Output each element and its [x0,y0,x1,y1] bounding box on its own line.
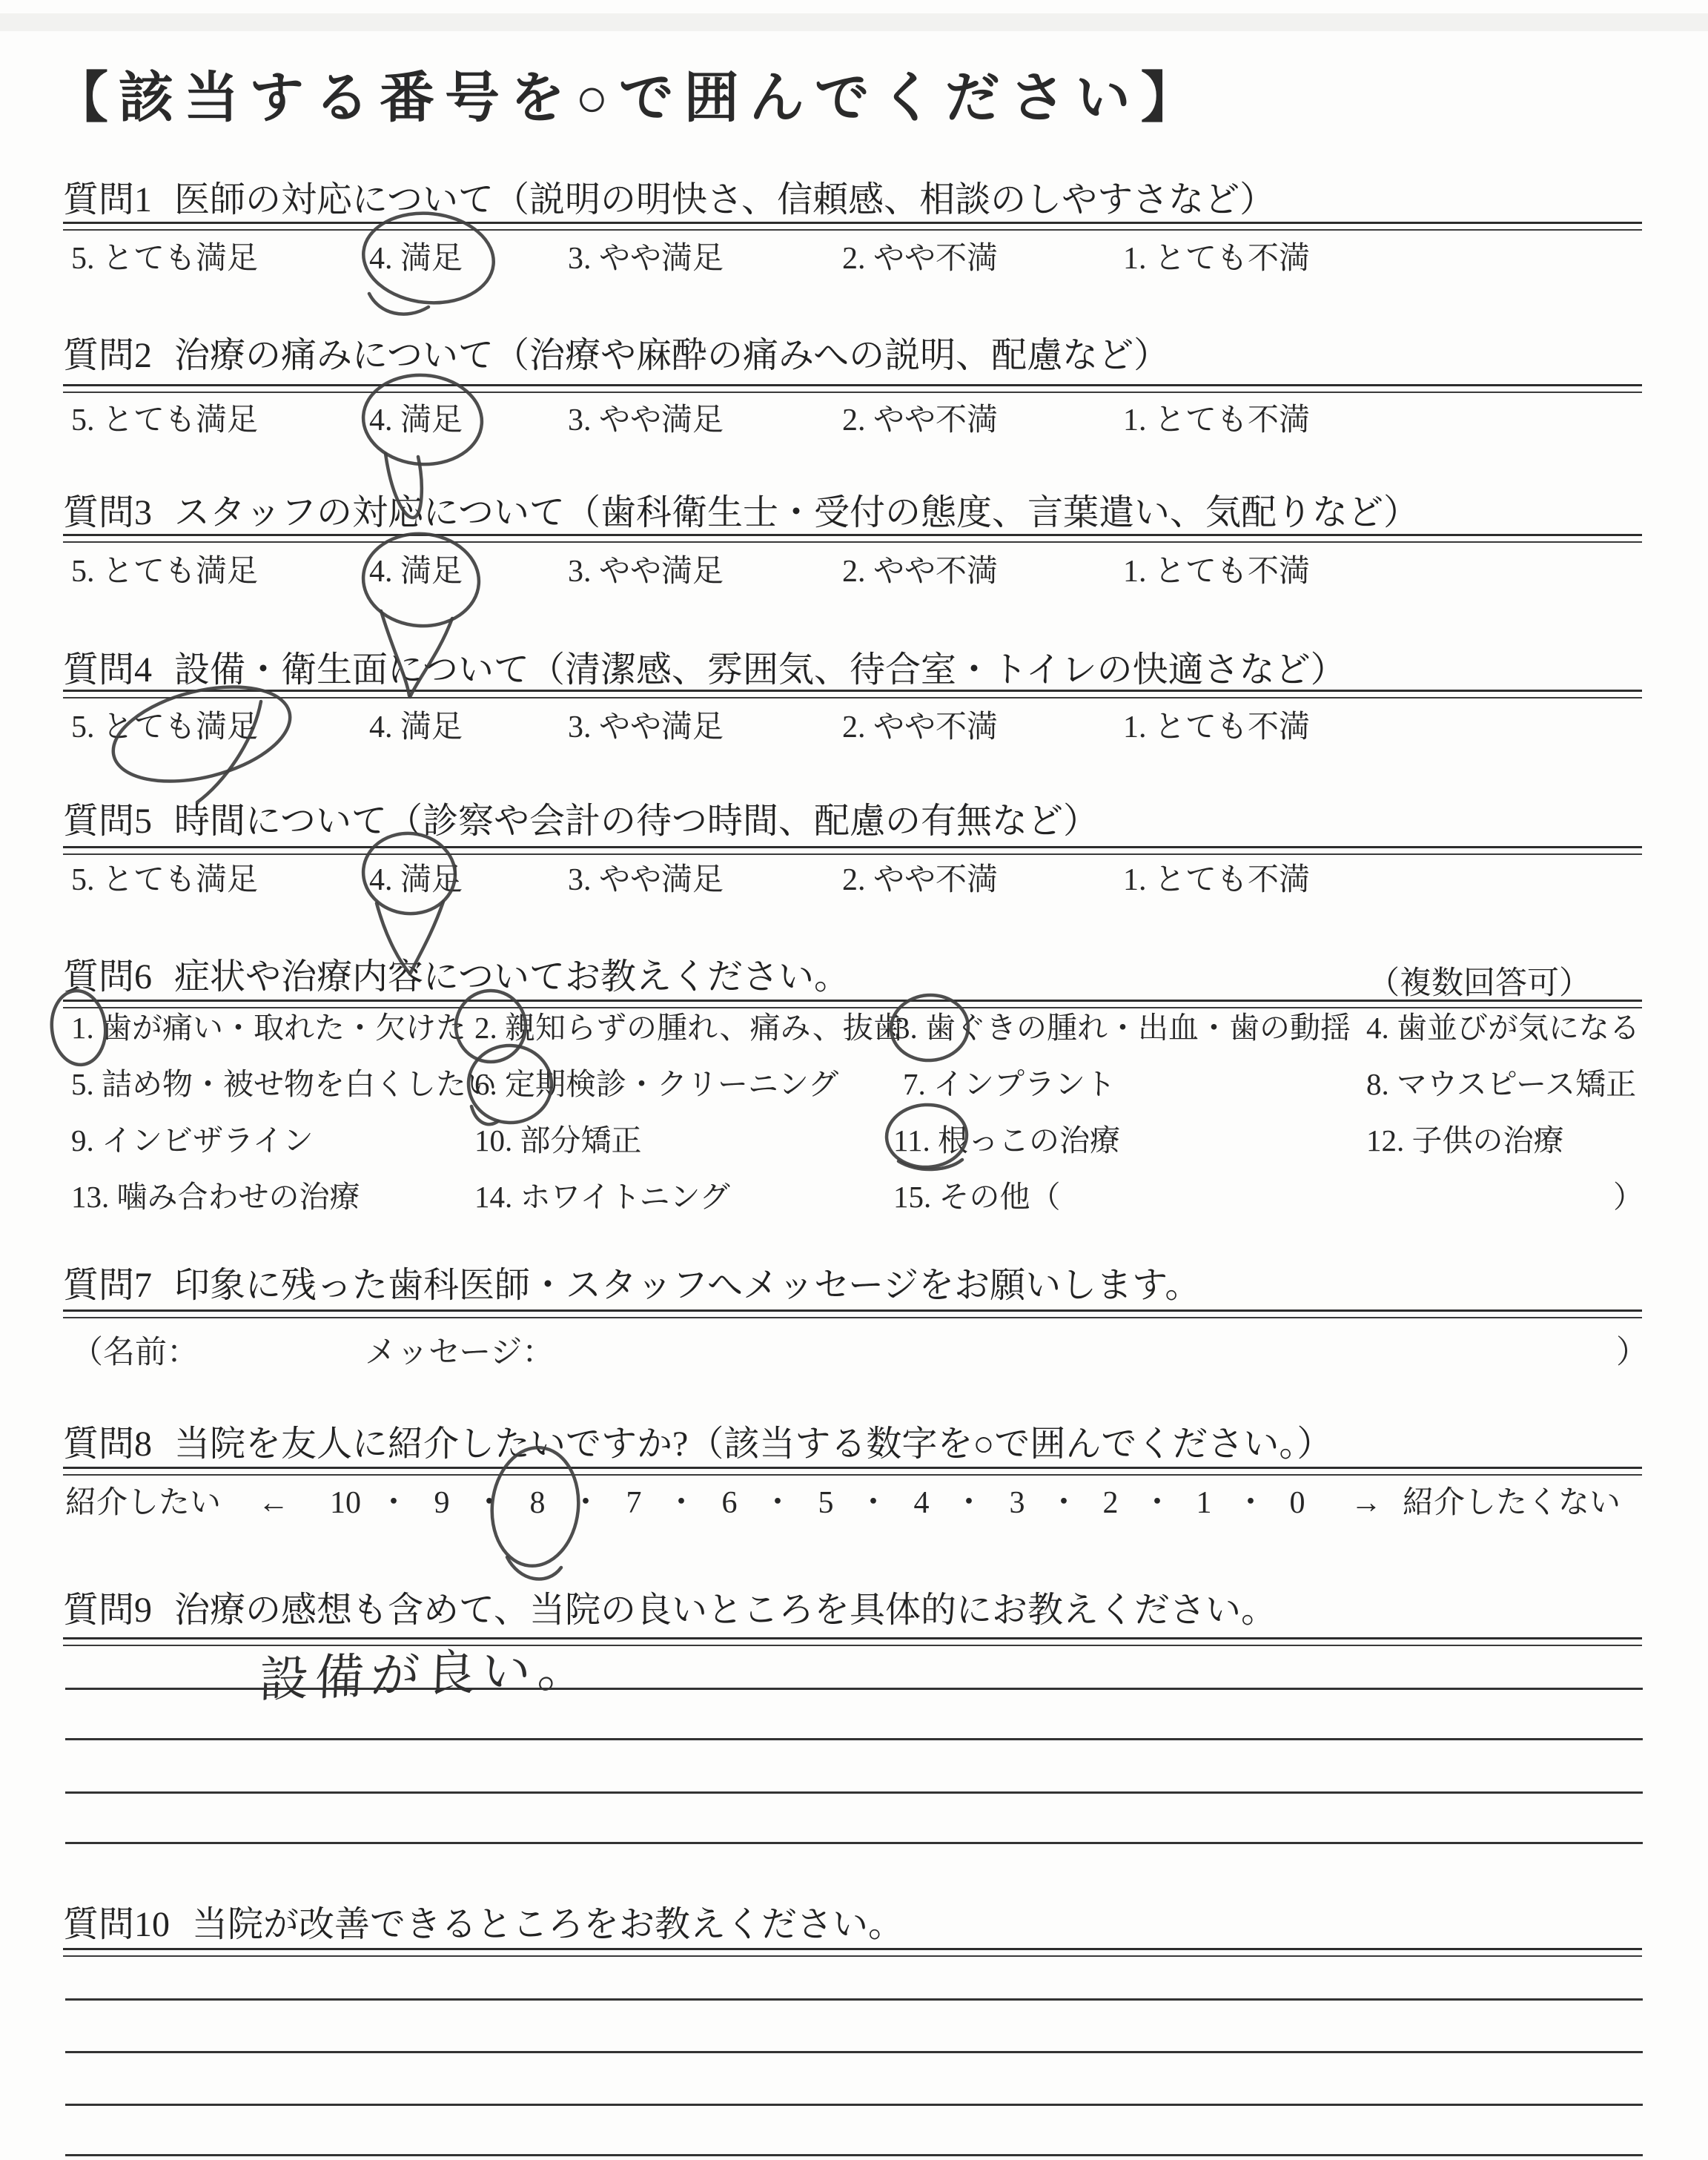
question2-underline [63,384,1642,393]
question8-underline [63,1467,1642,1476]
question1-label: 質問1 [63,180,153,219]
q8-scale-3: 3 [1009,1486,1025,1520]
q6-option-8: 8. マウスピース矯正 [1366,1067,1637,1101]
question7-label: 質問7 [63,1266,153,1305]
question2-text: 治療の痛みについて（治療や麻酔の痛みへの説明、配慮など） [174,336,1170,375]
question6-multi-answer-note: （複数回答可） [1368,966,1591,1001]
answer-line [65,1842,1643,1844]
q8-scale-1: 1 [1196,1486,1212,1520]
q8-scale-9: 9 [434,1486,450,1520]
question5-underline [63,846,1642,855]
q8-right-arrow: → [1351,1486,1382,1520]
scan-artifact-band [0,13,1708,31]
question5-header [63,801,1099,842]
question6-label: 質問6 [63,957,153,997]
q8-scale-10: 10 [330,1486,361,1520]
q8-scale-5: 5 [818,1486,834,1520]
option-somewhat-dissatisfied: 2. やや不満 [842,403,999,437]
q6-option-5: 5. 詰め物・被せ物を白くしたい [71,1067,497,1101]
q8-dot: ・ [474,1486,506,1520]
q8-left-arrow: ← [258,1486,289,1520]
option-very-dissatisfied: 1. とても不満 [1123,555,1311,589]
option-satisfied: 4. 満足 [369,710,463,744]
question3-label: 質問3 [63,493,153,532]
option-somewhat-dissatisfied: 2. やや不満 [842,863,999,897]
option-satisfied: 4. 満足 [369,242,463,276]
option-very-satisfied: 5. とても満足 [71,555,259,589]
question7-text: 印象に残った歯科医師・スタッフへメッセージをお願いします。 [174,1266,1201,1305]
question3-options [0,555,1708,592]
option-very-satisfied: 5. とても満足 [71,403,259,437]
q8-dot: ・ [1048,1486,1080,1520]
answer-line [65,2051,1643,2053]
q8-scale-7: 7 [626,1486,642,1520]
option-very-dissatisfied: 1. とても不満 [1123,710,1311,744]
question3-text: スタッフの対応について（歯科衛生士・受付の態度、言葉遣い、気配りなど） [174,493,1420,532]
q7-message-field-label: メッセージ： [365,1335,555,1370]
question7-header [63,1265,1200,1306]
q8-dot: ・ [570,1486,602,1520]
question6-underline [63,1000,1642,1008]
question1-header [63,179,1275,220]
option-somewhat-satisfied: 3. やや満足 [568,242,724,276]
option-satisfied: 4. 満足 [369,863,463,897]
q6-option-10: 10. 部分矯正 [474,1123,642,1157]
question10-underline [63,1948,1642,1957]
question4-text: 設備・衛生面について（清潔感、雰囲気、待合室・トイレの快適さなど） [174,650,1346,690]
question9-header [63,1590,1277,1631]
question1-options [0,242,1708,279]
option-somewhat-satisfied: 3. やや満足 [568,710,724,744]
q6-option-6: 6. 定期検診・クリーニング [474,1067,839,1101]
question10-text: 当院が改善できるところをお教えください。 [192,1905,904,1944]
question9-label: 質問9 [63,1591,153,1630]
question8-label: 質問8 [63,1424,153,1464]
question2-label: 質問2 [63,336,153,375]
q6-option-15-other: 15. その他（ [893,1180,1061,1214]
question5-options [0,863,1708,900]
pen-circle-q6-option11-tail [898,1160,962,1169]
question6-text: 症状や治療内容についてお教えください。 [174,957,850,997]
question1-underline [63,222,1642,231]
question3-underline [63,534,1642,543]
question2-header [63,335,1169,376]
q6-option-4: 4. 歯並びが気になる [1366,1011,1640,1045]
q8-scale-0: 0 [1289,1486,1305,1520]
question1-text: 医師の対応について（説明の明快さ、信頼感、相談のしやすさなど） [174,180,1276,219]
q8-dot: ・ [858,1486,890,1520]
option-somewhat-dissatisfied: 2. やや不満 [842,242,999,276]
option-very-dissatisfied: 1. とても不満 [1123,403,1311,437]
option-very-satisfied: 5. とても満足 [71,242,259,276]
q8-scale-4: 4 [913,1486,930,1520]
question4-label: 質問4 [63,650,153,690]
question5-text: 時間について（診察や会計の待つ時間、配慮の有無など） [174,802,1099,841]
q6-option-13: 13. 噛み合わせの治療 [71,1180,360,1214]
answer-line [65,1791,1643,1794]
form-title: 【該当する番号を○で囲んでください】 [53,68,1206,129]
question7-underline [63,1309,1642,1318]
q9-handwritten-answer: 設備が良い。 [258,1642,595,1708]
q6-option-14: 14. ホワイトニング [474,1180,730,1214]
option-very-satisfied: 5. とても満足 [71,710,259,744]
question10-label: 質問10 [63,1905,171,1944]
answer-line [65,1688,1643,1690]
option-very-satisfied: 5. とても満足 [71,863,259,897]
q8-dot: ・ [666,1486,698,1520]
q8-label-do-not-want-to-refer: 紹介したくない [1403,1486,1621,1520]
question4-header [63,650,1346,690]
q7-close-paren: ） [1616,1335,1648,1370]
option-somewhat-satisfied: 3. やや満足 [568,555,724,589]
q8-dot: ・ [953,1486,985,1520]
q8-dot: ・ [378,1486,410,1520]
question10-header [63,1904,904,1945]
question4-underline [63,690,1642,698]
question8-header [63,1424,1332,1464]
question6-header [63,957,850,997]
question2-options [0,403,1708,440]
q8-label-want-to-refer: 紹介したい [65,1486,222,1520]
question8-text: 当院を友人に紹介したいですか?（該当する数字を○で囲んでください。） [174,1424,1333,1464]
option-very-dissatisfied: 1. とても不満 [1123,242,1311,276]
option-somewhat-satisfied: 3. やや満足 [568,403,724,437]
question4-options [0,710,1708,747]
q6-option-1: 1. 歯が痛い・取れた・欠けた [71,1011,466,1045]
question3-header [63,492,1419,533]
q8-dot: ・ [1142,1486,1174,1520]
q8-dot: ・ [762,1486,794,1520]
option-very-dissatisfied: 1. とても不満 [1123,863,1311,897]
question5-label: 質問5 [63,802,153,841]
q6-option-9: 9. インビザライン [71,1123,314,1157]
option-somewhat-satisfied: 3. やや満足 [568,863,724,897]
question9-text: 治療の感想も含めて、当院の良いところを具体的にお教えください。 [174,1591,1277,1630]
q8-scale-2: 2 [1102,1486,1119,1520]
q8-scale-8: 8 [529,1486,546,1520]
pen-circle-q1-tail [369,294,428,314]
answer-line [65,1998,1643,2001]
option-satisfied: 4. 満足 [369,403,463,437]
q8-dot: ・ [1235,1486,1267,1520]
q6-option-12: 12. 子供の治療 [1366,1123,1564,1157]
option-somewhat-dissatisfied: 2. やや不満 [842,710,999,744]
pen-circle-q8-tail [507,1557,561,1579]
pen-circle-q6-option6-tail [471,1106,498,1124]
answer-line [65,2104,1643,2106]
q6-option-11: 11. 根っこの治療 [893,1123,1120,1157]
q6-other-close-paren: ） [1613,1180,1644,1214]
q8-scale-6: 6 [721,1486,738,1520]
q6-option-3: 3. 歯ぐきの腫れ・出血・歯の動揺 [895,1011,1351,1045]
answer-line [65,2154,1643,2156]
q6-option-7: 7. インプラント [903,1067,1116,1101]
q7-name-field-label: （名前： [71,1335,199,1370]
q6-option-2: 2. 親知らずの腫れ、痛み、抜歯 [474,1011,904,1045]
option-satisfied: 4. 満足 [369,555,463,589]
answer-line [65,1738,1643,1740]
option-somewhat-dissatisfied: 2. やや不満 [842,555,999,589]
